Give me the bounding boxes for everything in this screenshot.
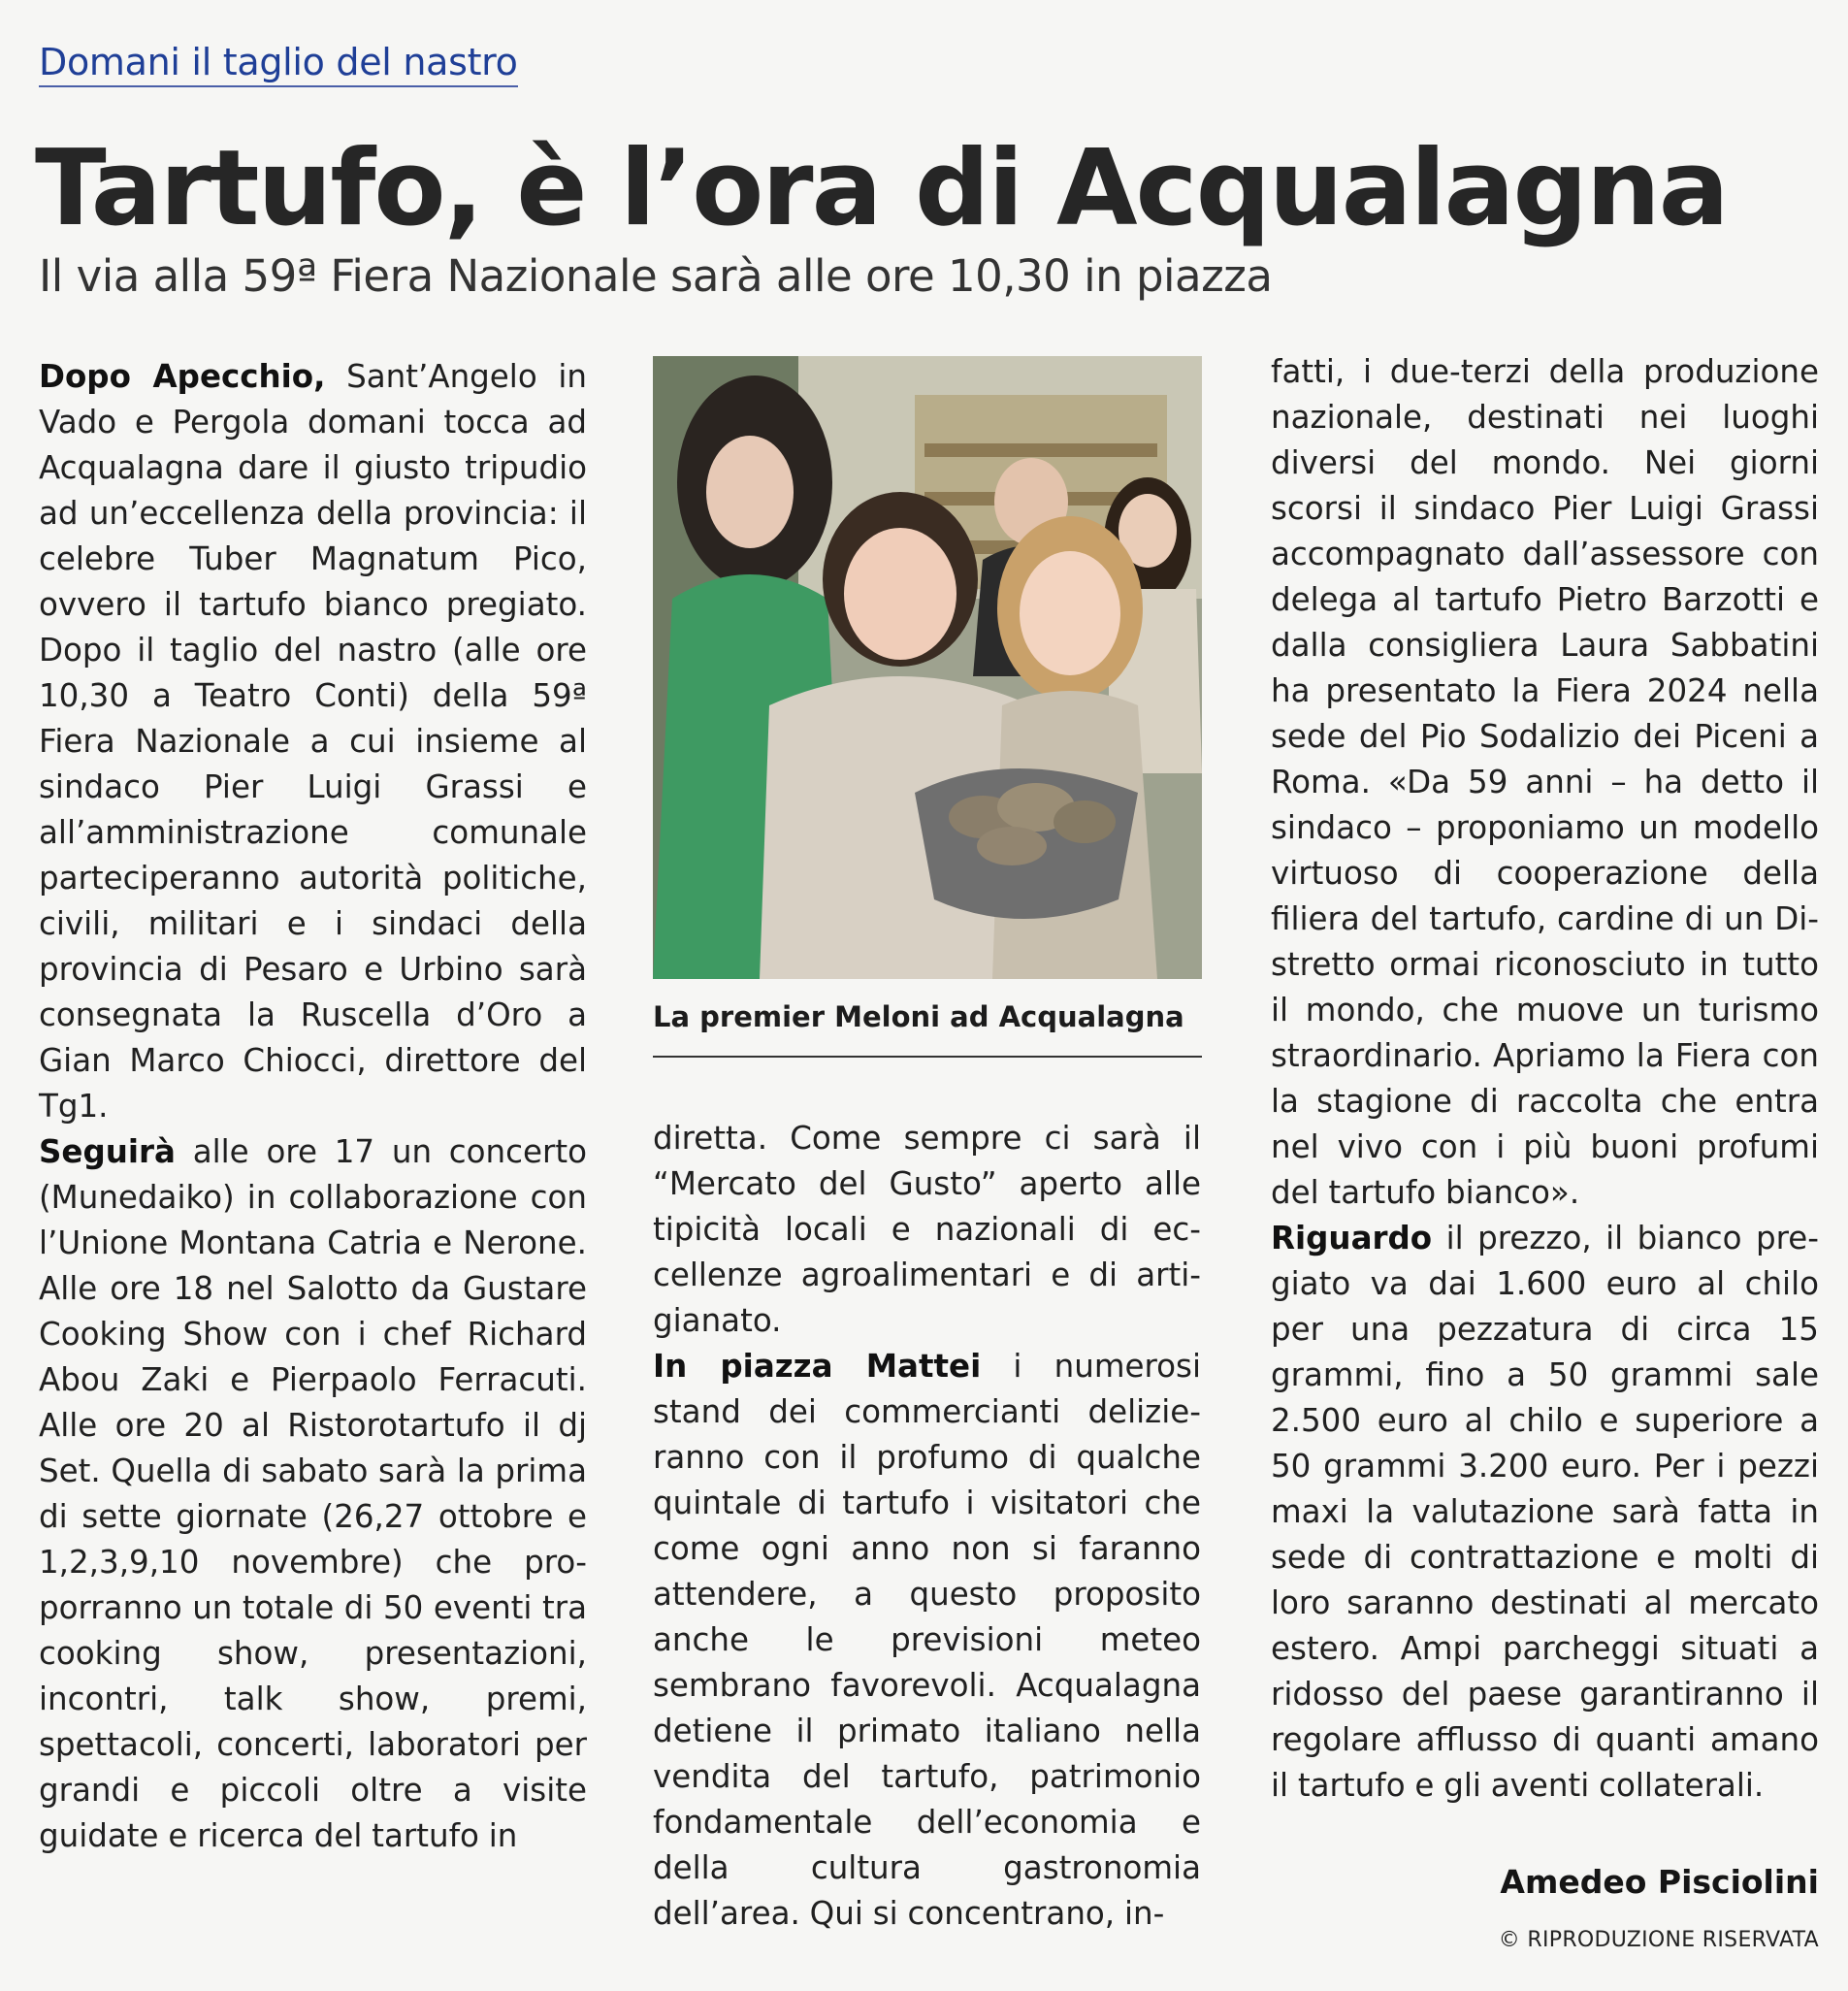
paragraph-text: il prezzo, il bianco pregiato va dai 1.600 euro al chilo per una pezzatura di circa 15 grammi, fino a 50 grammi sale 2.500 euro al chilo e superiore a 50 grammi 3.200 euro. Per i pezzi maxi la valutazione sarà fatta in sede di contrattazione e molti di loro saranno destinati al mercato estero. Ampi parcheggi situati a ridosso del paese garantiranno il regolare afflusso di quanti amano il tartufo e gli aventi collaterali.	[1271, 1220, 1819, 1804]
article-photo	[653, 356, 1202, 979]
caption-divider	[653, 1056, 1202, 1058]
paragraph-text: i numerosi stand dei commercianti delizieranno con il profumo di qualche quintale di tartufo i visitatori che come ogni anno non si faranno attendere, a questo proposito anche le previsioni meteo sembrano favorevoli. Acqualagna detiene il primato italiano nella vendita del tartufo, patrimonio fondamentale dell’economia e della cultura gastronomia dell’area. Qui si concentrano, in-	[653, 1348, 1201, 1932]
photo-illustration	[653, 356, 1202, 979]
paragraph	[1271, 349, 1819, 1216]
headline: Tartufo, è l’ora di Acqualagna	[35, 128, 1728, 249]
paragraph-text: alle ore 17 un concerto (Munedaiko) in collaborazione con l’Unione Montana Catria e Nerone. Alle ore 18 nel Salotto da Gustare Cooking Show con i chef Richard Abou Zaki e Pierpaolo Ferracuti. Alle ore 20 al Ristorotartufo il dj Set. Quella di sabato sarà la prima di sette giornate (26,27 ottobre e 1,2,3,9,10 novembre) che proporranno un totale di 50 eventi tra cooking show, presentazioni, incontri, talk show, premi, spettacoli, concerti, laboratori per grandi e piccoli oltre a visite guidate e ricerca del tartufo in	[39, 1133, 587, 1854]
paragraph	[653, 1344, 1201, 1937]
article-column-2	[653, 1116, 1201, 1937]
paragraph	[653, 1116, 1201, 1344]
paragraph-text: diretta. Come sempre ci sarà il “Mercato del Gusto” aperto alle tipicità locali e nazionali di eccellenze agroalimentari e di artigianato.	[653, 1120, 1201, 1339]
photo-caption: La premier Meloni ad Acqualagna	[653, 1000, 1184, 1033]
author-byline: Amedeo Pisciolini	[1500, 1863, 1819, 1901]
copyright-notice: © RIPRODUZIONE RISERVATA	[1498, 1928, 1819, 1952]
paragraph-lead: In piazza Mattei	[653, 1348, 982, 1385]
paragraph-lead: Dopo Apecchio,	[39, 358, 326, 395]
paragraph-lead: Seguirà	[39, 1133, 176, 1170]
subheadline: Il via alla 59ª Fiera Nazionale sarà alle ore 10,30 in piazza	[39, 250, 1273, 302]
paragraph	[39, 1129, 587, 1859]
article-column-1	[39, 354, 587, 1859]
kicker: Domani il taglio del nastro	[39, 41, 518, 87]
paragraph	[1271, 1216, 1819, 1809]
paragraph-text: Sant’Angelo in Vado e Pergola domani tocca ad Acqualagna dare il giusto tripudio ad un’eccellenza della provincia: il celebre Tuber Magnatum Pico, ovvero il tartufo bianco pregiato. Dopo il taglio del nastro (alle ore 10,30 a Teatro Conti) della 59ª Fiera Nazionale a cui insieme al sindaco Pier Luigi Grassi e all’amministrazione comunale parteciperanno autorità politiche, civili, militari e i sindaci della provincia di Pesaro e Urbino sarà consegnata la Ruscella d’Oro a Gian Marco Chiocci, direttore del Tg1.	[39, 358, 587, 1125]
paragraph-lead: Riguardo	[1271, 1220, 1433, 1257]
article-column-3	[1271, 349, 1819, 1809]
paragraph	[39, 354, 587, 1129]
paragraph-text: fatti, i due-terzi della produzione nazionale, destinati nei luoghi diversi del mondo. Nei giorni scorsi il sindaco Pier Luigi Grassi accompagnato dall’assessore con delega al tartufo Pietro Barzotti e dalla consigliera Laura Sabbatini ha presentato la Fiera 2024 nella sede del Pio Sodalizio dei Piceni a Roma. «Da 59 anni – ha detto il sindaco – proponiamo un modello virtuoso di cooperazione della filiera del tartufo, cardine di un Distretto ormai riconosciuto in tutto il mondo, che muove un turismo straordinario. Apriamo la Fiera con la stagione di raccolta che entra nel vivo con i più buoni profumi del tartufo bianco».	[1271, 353, 1819, 1211]
